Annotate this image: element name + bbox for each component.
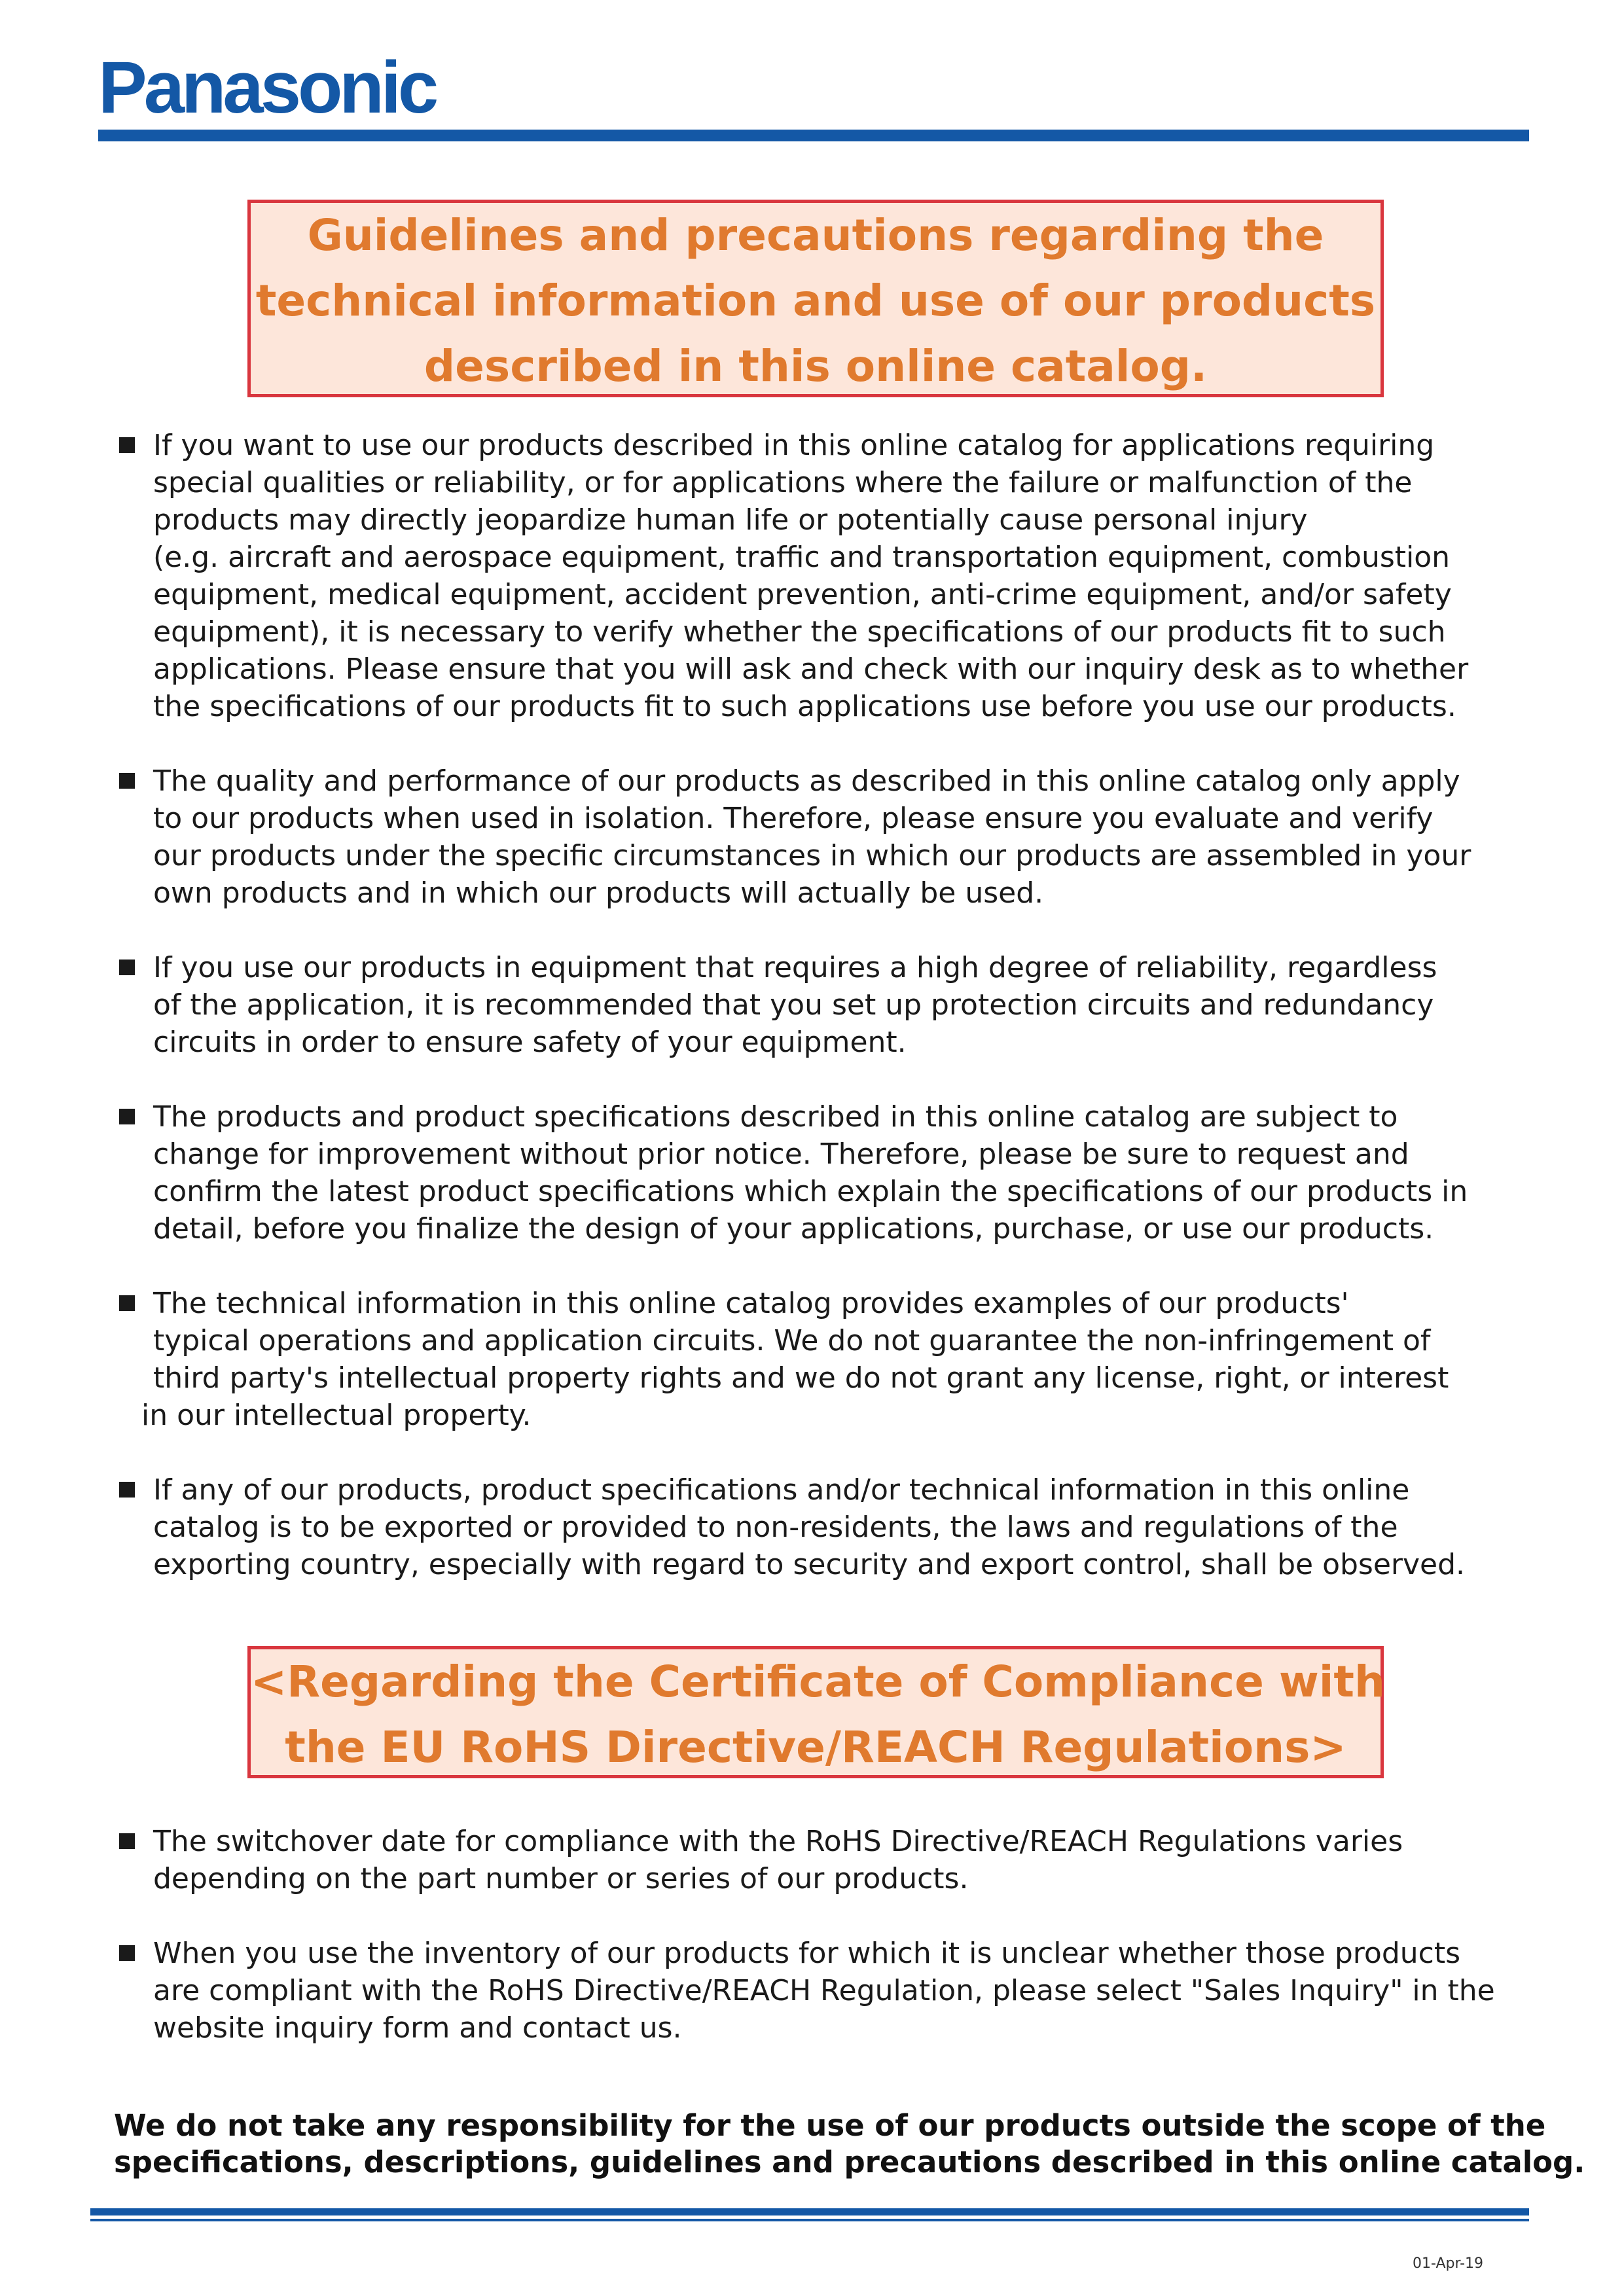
square-bullet-icon xyxy=(119,1295,135,1311)
list-item-line: When you use the inventory of our products for which it is unclear whether those products xyxy=(153,1937,1461,1970)
list-item-line: are compliant with the RoHS Directive/REACH Regulation, please select "Sales Inquiry" in the xyxy=(153,1974,1495,2007)
rohs-title-line: the EU RoHS Directive/REACH Regulations> xyxy=(285,1722,1346,1772)
list-item-line: of the application, it is recommended that you set up protection circuits and redundancy xyxy=(153,988,1434,1022)
list-item xyxy=(117,949,1537,1061)
list-item-line: typical operations and application circuits. We do not guarantee the non-infringement of xyxy=(153,1324,1431,1357)
list-item xyxy=(117,762,1537,912)
list-item-line: The switchover date for compliance with the RoHS Directive/REACH Regulations varies xyxy=(153,1825,1403,1858)
list-item xyxy=(117,1285,1537,1434)
list-item-line: products may directly jeopardize human life or potentially cause personal injury xyxy=(153,503,1308,537)
guidelines-title-line: Guidelines and precautions regarding the xyxy=(307,210,1324,260)
disclaimer-line: We do not take any responsibility for the use of our products outside the scope of the xyxy=(114,2108,1546,2143)
list-item-line: equipment), it is necessary to verify whether the specifications of our products fit to such xyxy=(153,615,1446,649)
list-item-line: catalog is to be exported or provided to non-residents, the laws and regulations of the xyxy=(153,1511,1398,1544)
list-item xyxy=(117,427,1537,725)
footer-rule xyxy=(90,2208,1529,2215)
list-item-line: equipment, medical equipment, accident prevention, anti-crime equipment, and/or safety xyxy=(153,578,1452,611)
square-bullet-icon xyxy=(119,773,135,789)
guidelines-title-box xyxy=(247,200,1384,397)
list-item-line: The technical information in this online catalog provides examples of our products' xyxy=(153,1287,1349,1320)
list-item-line: own products and in which our products will actually be used. xyxy=(153,876,1044,910)
list-item-line: confirm the latest product specifications which explain the specifications of our products in xyxy=(153,1175,1468,1208)
disclaimer-line: specifications, descriptions, guidelines and precautions described in this online catalog. xyxy=(114,2145,1585,2179)
list-item-line: If you use our products in equipment that requires a high degree of reliability, regardless xyxy=(153,951,1437,984)
square-bullet-icon xyxy=(119,1109,135,1124)
rohs-list xyxy=(117,1823,1537,2084)
list-item xyxy=(117,1471,1537,1583)
header-rule xyxy=(98,130,1529,141)
list-item-line: If you want to use our products described in this online catalog for applications requiring xyxy=(153,429,1435,462)
square-bullet-icon xyxy=(119,437,135,453)
list-item-line: change for improvement without prior notice. Therefore, please be sure to request and xyxy=(153,1138,1409,1171)
list-item-line: third party's intellectual property rights and we do not grant any license, right, or interest xyxy=(153,1361,1449,1395)
list-item xyxy=(117,1935,1537,2047)
footer-date: 01-Apr-19 xyxy=(1413,2255,1484,2272)
list-item-line: exporting country, especially with regard to security and export control, shall be observed. xyxy=(153,1548,1466,1581)
guidelines-title-line: technical information and use of our products xyxy=(255,276,1376,326)
list-item-line: depending on the part number or series of our products. xyxy=(153,1862,969,1895)
list-item-line: to our products when used in isolation. Therefore, please ensure you evaluate and verify xyxy=(153,802,1434,835)
list-item-line: special qualities or reliability, or for applications where the failure or malfunction of the xyxy=(153,466,1413,499)
panasonic-logo: Panasonic xyxy=(98,46,436,128)
list-item-line: website inquiry form and contact us. xyxy=(153,2011,682,2045)
list-item-line: circuits in order to ensure safety of your equipment. xyxy=(153,1026,907,1059)
rohs-title-box xyxy=(247,1646,1384,1778)
list-item-line: (e.g. aircraft and aerospace equipment, traffic and transportation equipment, combustion xyxy=(153,541,1451,574)
square-bullet-icon xyxy=(119,960,135,975)
list-item-line: detail, before you finalize the design of your applications, purchase, or use our products. xyxy=(153,1212,1434,1246)
square-bullet-icon xyxy=(119,1833,135,1849)
list-item-line: The products and product specifications described in this online catalog are subject to xyxy=(153,1100,1398,1134)
list-item-line: our products under the specific circumstances in which our products are assembled in your xyxy=(153,839,1471,872)
rohs-title-line: <Regarding the Certificate of Compliance with xyxy=(251,1657,1385,1707)
list-item-line: If any of our products, product specifications and/or technical information in this online xyxy=(153,1473,1410,1507)
list-item-line: The quality and performance of our products as described in this online catalog only apply xyxy=(153,764,1460,798)
list-item-line: the specifications of our products fit to such applications use before you use our products. xyxy=(153,690,1456,723)
footer-rule-thin xyxy=(90,2219,1529,2221)
square-bullet-icon xyxy=(119,1945,135,1961)
list-item-line: applications. Please ensure that you will ask and check with our inquiry desk as to whether xyxy=(153,653,1469,686)
list-item-line: in our intellectual property. xyxy=(141,1399,532,1432)
square-bullet-icon xyxy=(119,1482,135,1498)
guidelines-title-line: described in this online catalog. xyxy=(424,341,1208,391)
guidelines-list xyxy=(117,427,1537,1621)
list-item xyxy=(117,1098,1537,1247)
list-item xyxy=(117,1823,1537,1897)
disclaimer-statement xyxy=(114,2108,1585,2181)
